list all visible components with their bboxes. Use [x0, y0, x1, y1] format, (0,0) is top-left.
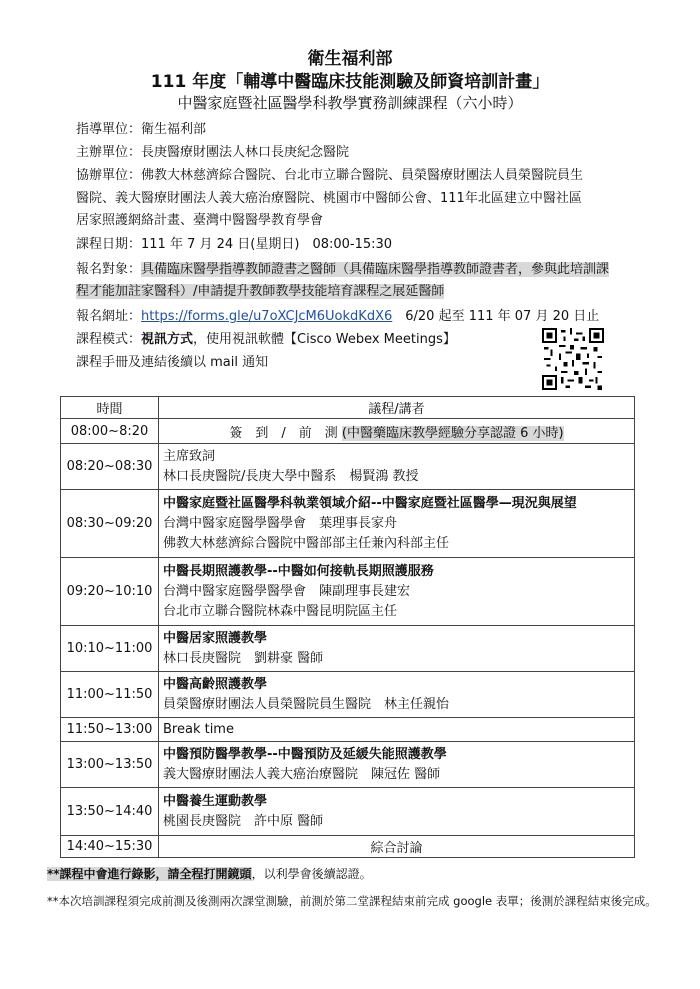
row-time: 13:50~14:40 — [61, 788, 159, 836]
co-unit-line3: 居家照護網絡計畫、臺灣中醫醫學教育學會 — [76, 213, 324, 228]
url-period: 6/20 起至 111 年 07 月 20 日止 — [392, 309, 600, 324]
table-row — [61, 788, 635, 836]
guide-unit-value: 衛生福利部 — [141, 122, 207, 137]
session-title: 中醫居家照護教學 — [163, 630, 268, 646]
discussion-text: 綜合討論 — [159, 836, 635, 858]
co-unit-line1: 佛教大林慈濟綜合醫院、台北市立聯合醫院、員榮醫療財團法人員榮醫院員生 — [141, 168, 584, 183]
date-row — [76, 236, 392, 253]
qr-code-icon[interactable] — [541, 328, 605, 390]
session-title: 中醫家庭暨社區醫學科執業領域介紹--中醫家庭暨社區醫學—現況與展望 — [163, 495, 577, 511]
recording-note-bold: **課程中會進行錄影，請全程打開鏡頭 — [47, 867, 252, 881]
row-topic — [159, 788, 635, 836]
table-row — [61, 836, 635, 858]
co-unit-row — [76, 167, 583, 184]
certification-note: (中醫藥臨床教學經驗分享認證 6 小時) — [341, 425, 564, 441]
co-unit-line2: 醫院、義大醫療財團法人義大癌治療醫院、桃園市中醫師公會、111年北區建立中醫社區 — [76, 191, 582, 206]
session-speaker: 台灣中醫家庭醫學醫學會 葉理事長家舟 — [163, 515, 398, 531]
target-line1: 具備臨床醫學指導教師證書之醫師（具備臨床醫學指導教師證書者，參與此培訓課 — [141, 262, 610, 277]
host-unit-value: 長庚醫療財團法人林口長庚紀念醫院 — [141, 145, 350, 160]
table-row — [61, 626, 635, 672]
row-topic — [159, 558, 635, 626]
host-unit-row — [76, 144, 349, 161]
row-time: 14:40~15:30 — [61, 836, 159, 858]
mode-rest: ，使用視訊軟體【Cisco Webex Meetings】 — [193, 332, 456, 347]
target-line2: 程才能加註家醫科）/申請提升教師教學技能培育課程之展延醫師 — [76, 284, 445, 299]
row-time: 08:00~8:20 — [61, 419, 159, 444]
table-row — [61, 444, 635, 490]
manual-note: 課程手冊及連結後續以 mail 通知 — [76, 355, 269, 370]
table-header — [61, 397, 635, 419]
table-row — [61, 718, 635, 742]
session-title: 中醫高齡照護教學 — [163, 676, 268, 692]
session-speaker-title: 台北市立聯合醫院林森中醫昆明院區主任 — [163, 603, 398, 619]
row-topic — [159, 742, 635, 788]
table-row — [61, 558, 635, 626]
mode-bold: 視訊方式 — [141, 332, 194, 347]
session-speaker: 員榮醫療財團法人員榮醫院員生醫院 林主任親怡 — [163, 696, 450, 712]
mode-label: 課程模式： — [76, 332, 142, 347]
session-speaker-title: 佛教大林慈濟綜合醫院中醫部部主任兼內科部主任 — [163, 535, 450, 551]
col-topic-header: 議程/講者 — [159, 397, 635, 419]
url-row — [76, 308, 599, 325]
course-subtitle: 中醫家庭暨社區醫學科教學實務訓練課程（六小時） — [177, 94, 523, 112]
row-topic — [159, 490, 635, 558]
row-topic — [159, 444, 635, 490]
session-title: 中醫長期照護教學--中醫如何接軌長期照護服務 — [163, 563, 434, 579]
target-row — [76, 261, 609, 278]
target-line2-wrap — [76, 283, 444, 300]
date-label: 課程日期： — [76, 237, 142, 252]
table-row — [61, 672, 635, 718]
target-label: 報名對象： — [76, 262, 142, 277]
break-text: Break time — [159, 718, 635, 742]
session-title: 主席致詞 — [163, 448, 216, 464]
recording-note — [47, 865, 372, 882]
date-value: 111 年 7 月 24 日(星期日) 08:00-15:30 — [141, 237, 393, 252]
row-time: 08:30~09:20 — [61, 490, 159, 558]
table-row — [61, 742, 635, 788]
session-speaker: 義大醫療財團法人義大癌治療醫院 陳冠佐 醫師 — [163, 766, 441, 782]
row-time: 09:20~10:10 — [61, 558, 159, 626]
table-row — [61, 490, 635, 558]
url-label: 報名網址： — [76, 309, 142, 324]
session-title: 中醫養生運動教學 — [163, 793, 268, 809]
row-topic — [159, 626, 635, 672]
program-title: 111 年度「輔導中醫臨床技能測驗及師資培訓計畫」 — [150, 72, 550, 92]
guide-unit-row — [76, 121, 206, 138]
row-time: 11:50~13:00 — [61, 718, 159, 742]
test-note: **本次培訓課程須完成前測及後測兩次課堂測驗，前測於第二堂課程結束前完成 google 表單；後測於課程結束後完成。 — [47, 894, 657, 908]
row-topic — [159, 672, 635, 718]
row-time: 08:20~08:30 — [61, 444, 159, 490]
recording-note-rest: ，以利學會後續認證。 — [251, 867, 372, 881]
guide-unit-label: 指導單位： — [76, 122, 142, 137]
col-time-header: 時間 — [61, 397, 159, 419]
registration-link[interactable]: https://forms.gle/u7oXCJcM6UokdKdX6 — [141, 309, 393, 324]
session-speaker: 台灣中醫家庭醫學醫學會 陳副理事長建宏 — [163, 583, 411, 599]
row-time: 11:00~11:50 — [61, 672, 159, 718]
session-speaker: 林口長庚醫院 劉耕豪 醫師 — [163, 650, 324, 666]
row-topic — [159, 419, 635, 444]
co-unit-label: 協辦單位： — [76, 168, 142, 183]
org-title: 衛生福利部 — [307, 49, 393, 69]
checkin-text: 簽 到 / 前 測 — [229, 425, 338, 441]
row-time: 13:00~13:50 — [61, 742, 159, 788]
row-time: 10:10~11:00 — [61, 626, 159, 672]
mode-row — [76, 331, 456, 348]
table-row — [61, 419, 635, 444]
session-speaker: 林口長庚醫院/長庚大學中醫系 楊賢鴻 教授 — [163, 468, 419, 484]
session-speaker: 桃園長庚醫院 許中原 醫師 — [163, 813, 324, 829]
host-unit-label: 主辦單位： — [76, 145, 142, 160]
session-title: 中醫預防醫學教學--中醫預防及延緩失能照護教學 — [163, 746, 447, 762]
schedule-table — [60, 396, 635, 858]
